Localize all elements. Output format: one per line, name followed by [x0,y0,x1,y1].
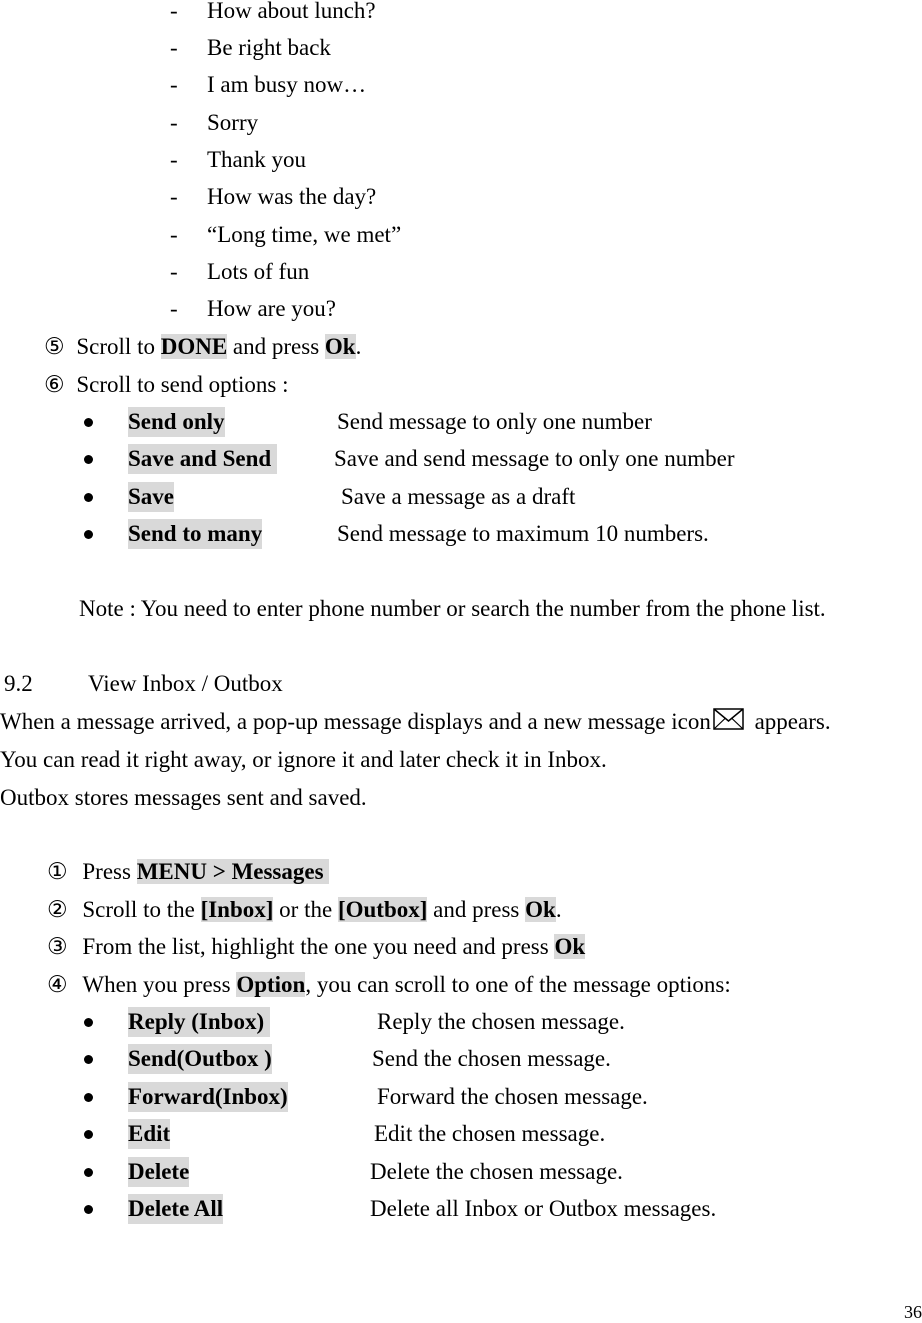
key-ok: Ok [525,897,556,922]
dash-marker: - [170,184,178,209]
bullet-icon [84,418,93,427]
step-text: and press [427,897,526,922]
step-number: ② [47,897,68,922]
bullet-icon [84,493,93,502]
key-inbox: [Inbox] [200,897,274,922]
key-done: DONE [160,334,228,359]
dash-marker: - [170,296,178,321]
note: Note : You need to enter phone number or search the number from the phone list. [79,596,826,621]
dash-marker: - [170,35,178,60]
option-label: Save and Send [128,444,277,474]
option-label: Edit [128,1119,170,1149]
bullet-icon [84,530,93,539]
page-number: 36 [904,1302,922,1322]
option-desc: Send message to maximum 10 numbers. [337,521,709,546]
step-5 [44,332,361,362]
paragraph-line-2: You can read it right away, or ignore it and later check it in Inbox. [0,747,607,772]
key-ok: Ok [554,934,586,959]
send-option [0,444,922,474]
step-text: Scroll to [76,334,161,359]
step-3 [47,932,585,962]
dash-item-text: Thank you [207,147,307,172]
dash-item-text: Lots of fun [207,259,310,284]
step-text: . [355,334,362,359]
dash-item [0,70,922,100]
section-heading [0,669,922,699]
key-menu-messages: MENU > Messages [136,859,330,884]
dash-item [0,108,922,138]
message-option [0,1007,922,1037]
step-2 [47,895,562,925]
step-text: From the list, highlight the one you need and press [82,934,555,959]
dash-marker: - [170,147,178,172]
option-desc: Save a message as a draft [341,484,576,509]
step-1 [47,857,329,887]
option-desc: Delete the chosen message. [370,1159,623,1184]
step-text: Scroll to send options : [76,372,289,397]
step-number: ⑥ [44,372,65,397]
dash-item [0,294,922,324]
option-desc: Reply the chosen message. [377,1009,625,1034]
envelope-icon [713,707,745,741]
option-label: Delete All [128,1194,223,1224]
bullet-icon [84,455,93,464]
message-option [0,1194,922,1224]
dash-item-text: How are you? [207,296,337,321]
step-number: ④ [47,972,68,997]
step-text: Press [82,859,137,884]
dash-item-text: Sorry [207,110,259,135]
dash-item [0,182,922,212]
option-label: Send(Outbox ) [128,1044,272,1074]
dash-marker: - [170,0,178,23]
dash-item [0,220,922,250]
option-label: Reply (Inbox) [128,1007,270,1037]
bullet-icon [84,1093,93,1102]
message-option [0,1119,922,1149]
step-6 [44,370,289,400]
dash-item [0,145,922,175]
step-text: When you press [82,972,237,997]
message-option [0,1157,922,1187]
step-text: , you can scroll to one of the message options: [305,972,731,997]
step-number: ⑤ [44,334,65,359]
dash-item-text: I am busy now… [207,72,367,97]
key-ok: Ok [324,334,356,359]
dash-item [0,33,922,63]
key-option: Option [236,972,306,997]
dash-item-text: How about lunch? [207,0,376,23]
dash-marker: - [170,72,178,97]
option-label: Send to many [128,519,262,549]
key-outbox: [Outbox] [337,897,428,922]
paragraph-text: appears. [748,709,831,734]
option-desc: Send message to only one number [337,409,652,434]
option-desc: Delete all Inbox or Outbox messages. [370,1196,717,1221]
option-desc: Edit the chosen message. [374,1121,606,1146]
message-option [0,1044,922,1074]
bullet-icon [84,1130,93,1139]
bullet-icon [84,1168,93,1177]
bullet-icon [84,1055,93,1064]
dash-item [0,257,922,287]
send-option [0,407,922,437]
option-desc: Send the chosen message. [372,1046,611,1071]
send-option [0,519,922,549]
step-4 [47,970,731,1000]
option-desc: Save and send message to only one number [334,446,735,471]
step-text: . [555,897,562,922]
step-text: Scroll to the [82,897,201,922]
option-desc: Forward the chosen message. [377,1084,648,1109]
section-number: 9.2 [4,671,33,696]
step-text: or the [273,897,338,922]
message-option [0,1082,922,1112]
option-label: Delete [128,1157,189,1187]
dash-item-text: Be right back [207,35,331,60]
paragraph-line-1 [0,707,831,737]
option-label: Save [128,482,174,512]
paragraph-text: When a message arrived, a pop-up message displays and a new message icon [0,709,711,734]
dash-marker: - [170,259,178,284]
step-text: and press [227,334,325,359]
dash-item-text: How was the day? [207,184,377,209]
bullet-icon [84,1205,93,1214]
dash-marker: - [170,110,178,135]
section-title: View Inbox / Outbox [88,671,283,696]
dash-marker: - [170,222,178,247]
step-number: ① [47,859,68,884]
option-label: Send only [128,407,225,437]
dash-item [0,0,922,26]
paragraph-line-3: Outbox stores messages sent and saved. [0,785,367,810]
option-label: Forward(Inbox) [128,1082,288,1112]
send-option [0,482,922,512]
step-number: ③ [47,934,68,959]
dash-item-text: “Long time, we met” [207,222,402,247]
bullet-icon [84,1018,93,1027]
